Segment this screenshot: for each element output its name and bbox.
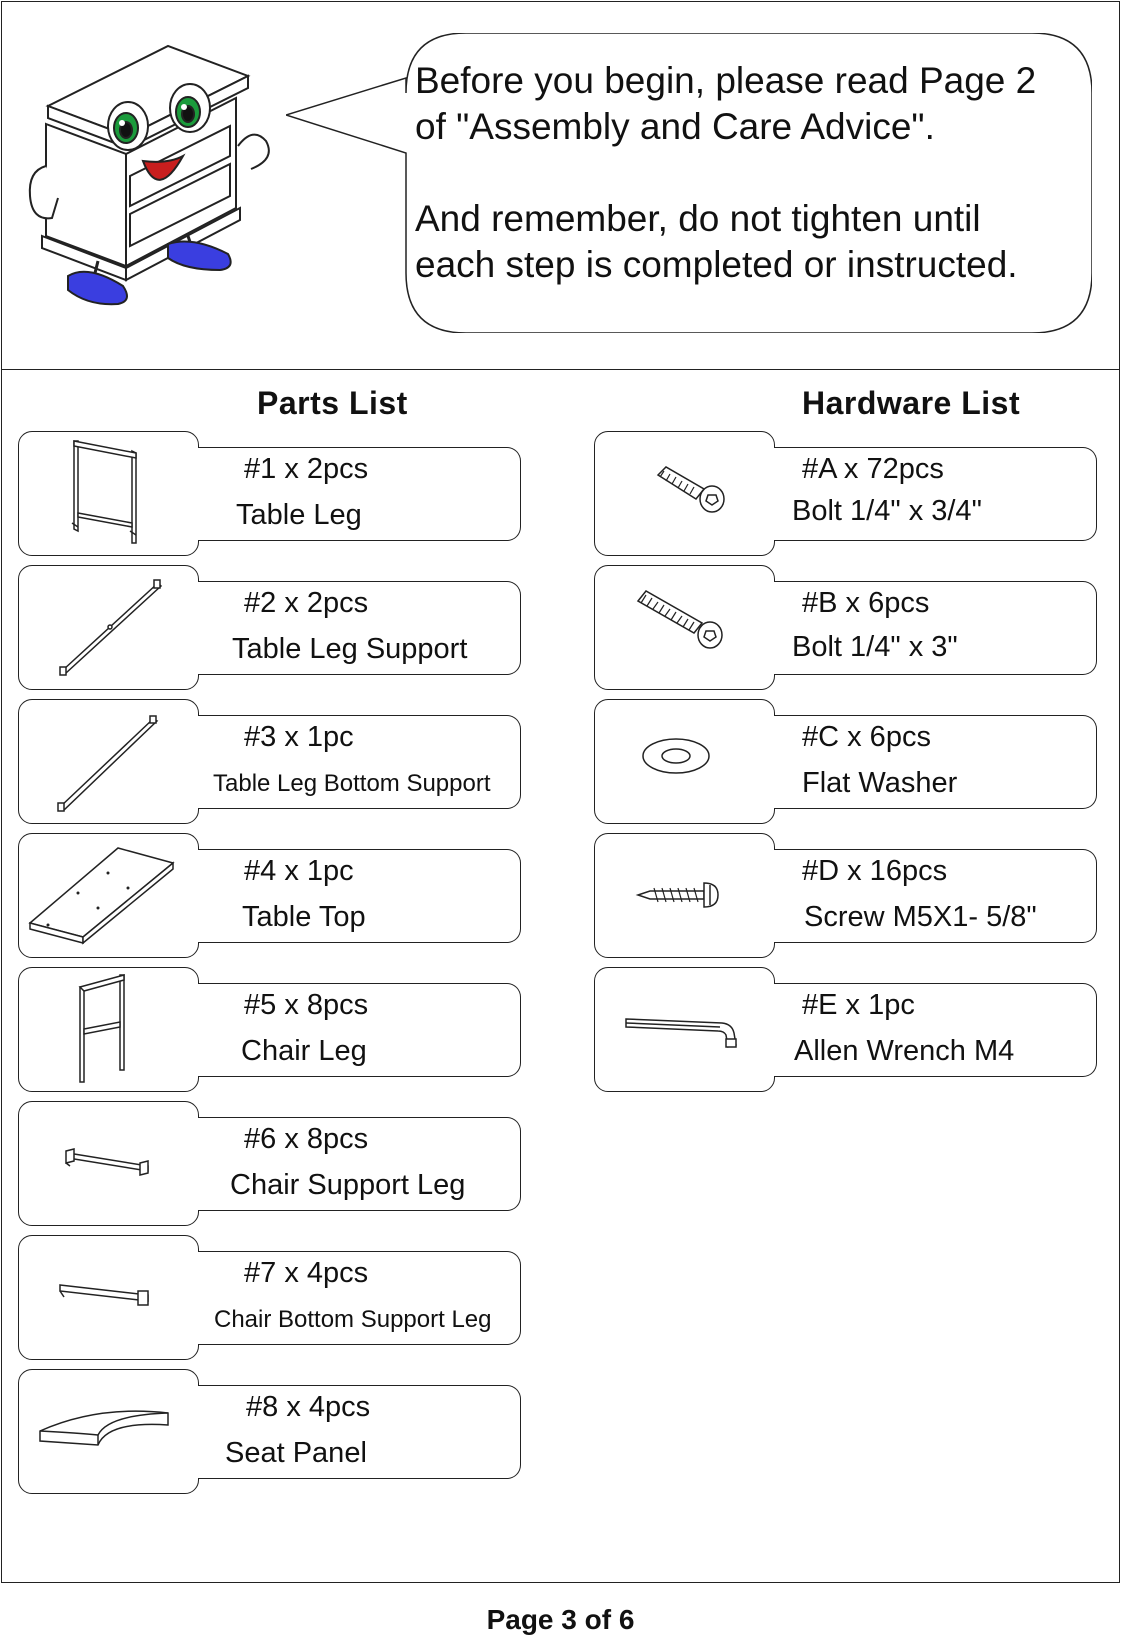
section-divider: [1, 369, 1120, 370]
parts-item: [18, 1369, 521, 1496]
part-code: #2 x 2pcs: [244, 587, 369, 619]
hardware-code: #D x 16pcs: [802, 855, 948, 887]
hardware-list-title: Hardware List: [802, 385, 1021, 421]
chair-leg-icon: [18, 967, 199, 1092]
washer-icon: [594, 699, 775, 824]
parts-item: [18, 699, 521, 826]
screw-icon: [594, 833, 775, 958]
hardware-code: #E x 1pc: [802, 989, 915, 1021]
part-code: #7 x 4pcs: [244, 1257, 369, 1289]
hardware-name: Bolt 1/4" x 3/4": [792, 495, 982, 527]
page-number: Page 3 of 6: [486, 1604, 635, 1635]
hardware-item: [594, 833, 1097, 960]
hardware-name: Bolt 1/4" x 3": [792, 631, 958, 663]
nightstand-mascot-icon: [18, 36, 293, 311]
chair-support-leg-icon: [18, 1101, 199, 1226]
part-name: Chair Bottom Support Leg: [214, 1306, 492, 1333]
part-name: Table Top: [242, 901, 366, 933]
part-name: Table Leg Bottom Support: [213, 770, 491, 797]
hardware-item: [594, 699, 1097, 826]
intro-line-3: And remember, do not tighten until: [415, 198, 981, 239]
long-bolt-icon: [594, 565, 775, 690]
parts-item: [18, 967, 521, 1094]
table-leg-icon: [18, 431, 199, 556]
part-name: Chair Support Leg: [230, 1169, 466, 1201]
part-name: Chair Leg: [241, 1035, 367, 1067]
parts-item: [18, 1235, 521, 1362]
part-code: #1 x 2pcs: [244, 453, 369, 485]
table-leg-support-icon: [18, 565, 199, 690]
parts-item: [18, 1101, 521, 1228]
part-code: #6 x 8pcs: [244, 1123, 369, 1155]
hardware-code: #B x 6pcs: [802, 587, 930, 619]
hardware-code: #A x 72pcs: [802, 453, 944, 485]
hardware-item: [594, 967, 1097, 1094]
chair-bottom-support-leg-icon: [18, 1235, 199, 1360]
allen-wrench-icon: [594, 967, 775, 1092]
hardware-item: [594, 565, 1097, 692]
hardware-name: Allen Wrench M4: [794, 1035, 1015, 1067]
intro-line-2: of "Assembly and Care Advice".: [415, 106, 935, 147]
table-leg-bottom-support-icon: [18, 699, 199, 824]
part-name: Seat Panel: [225, 1437, 367, 1469]
intro-text: [415, 58, 1075, 288]
part-code: #8 x 4pcs: [246, 1391, 371, 1423]
part-code: #3 x 1pc: [244, 721, 354, 753]
parts-item: [18, 833, 521, 960]
part-code: #5 x 8pcs: [244, 989, 369, 1021]
short-bolt-icon: [594, 431, 775, 556]
seat-panel-icon: [18, 1369, 199, 1494]
hardware-name: Screw M5X1- 5/8": [804, 901, 1037, 933]
part-code: #4 x 1pc: [244, 855, 354, 887]
part-name: Table Leg Support: [232, 633, 468, 665]
hardware-code: #C x 6pcs: [802, 721, 931, 753]
intro-line-1: Before you begin, please read Page 2: [415, 60, 1037, 101]
parts-list-title: Parts List: [257, 385, 408, 421]
hardware-name: Flat Washer: [802, 767, 958, 799]
parts-item: [18, 431, 521, 558]
table-top-icon: [18, 833, 199, 958]
parts-item: [18, 565, 521, 692]
hardware-item: [594, 431, 1097, 558]
part-name: Table Leg: [236, 499, 362, 531]
intro-line-4: each step is completed or instructed.: [415, 244, 1018, 285]
